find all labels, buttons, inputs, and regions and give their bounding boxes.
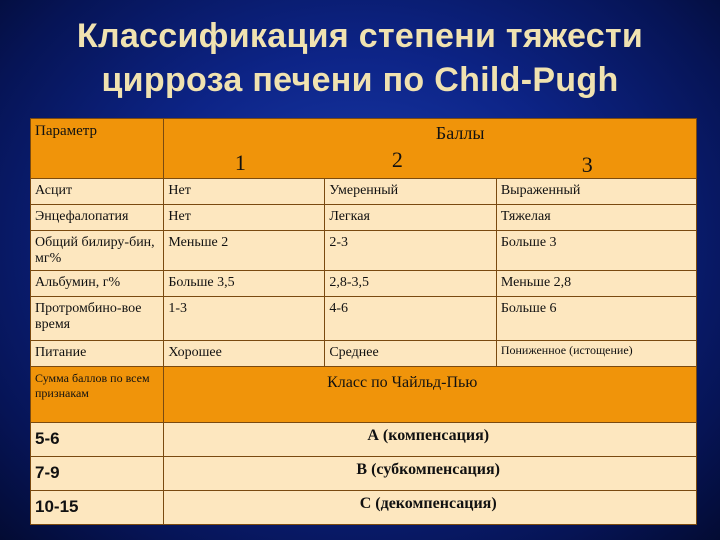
param-encephalopathy: Энцефалопатия <box>35 209 129 224</box>
child-pugh-table <box>30 118 697 525</box>
class-label: Класс по Чайльд-Пью <box>327 374 478 391</box>
score1-cell: Хорошее <box>168 345 222 360</box>
table-row <box>31 341 697 367</box>
score1-cell: Меньше 2 <box>168 235 229 250</box>
score-1-label: 1 <box>234 150 246 175</box>
class-b: В (субкомпенсация) <box>356 461 500 478</box>
table-row <box>31 297 697 341</box>
class-range-b: 7-9 <box>35 463 60 482</box>
param-albumin: Альбумин, г% <box>35 275 121 290</box>
param-header-label: Параметр <box>35 123 98 139</box>
param-header <box>31 119 164 179</box>
score-3-label: 3 <box>581 152 593 177</box>
param-nutrition: Питание <box>35 345 87 360</box>
score3-cell: Тяжелая <box>500 209 551 224</box>
points-header-cell <box>164 119 697 179</box>
score2-cell: 2,8-3,5 <box>329 275 369 290</box>
score1-cell: Нет <box>168 209 191 224</box>
class-c: С (декомпенсация) <box>359 495 497 512</box>
table-row <box>31 231 697 271</box>
score1-cell: 1-3 <box>168 301 188 316</box>
score2-cell: Легкая <box>329 209 370 224</box>
score3-cell: Больше 3 <box>500 235 557 250</box>
title-line-1: Классификация степени тяжести <box>76 17 644 55</box>
score2-cell: 4-6 <box>329 301 348 316</box>
score2-cell: Среднее <box>329 345 379 360</box>
score3-cell: Меньше 2,8 <box>500 275 572 290</box>
class-range-a: 5-6 <box>35 429 60 448</box>
table-row <box>31 205 697 231</box>
score-2-label: 2 <box>391 147 403 172</box>
score3-cell: Пониженное (истощение) <box>500 343 633 357</box>
param-bilirubin: Общий билиру-бин, мг% <box>35 235 155 266</box>
class-row <box>31 457 697 491</box>
score-labels <box>164 144 696 178</box>
score1-cell: Больше 3,5 <box>168 275 235 290</box>
table-row <box>31 271 697 297</box>
class-row <box>31 491 697 525</box>
param-ascites: Асцит <box>35 183 73 198</box>
score3-cell: Выраженный <box>500 183 581 198</box>
score3-cell: Больше 6 <box>500 301 557 316</box>
sum-row <box>31 367 697 423</box>
class-range-c: 10-15 <box>35 497 79 516</box>
points-header: Баллы <box>435 123 485 143</box>
param-prothrombin: Протромбино-вое время <box>35 301 142 332</box>
score1-cell: Нет <box>168 183 191 198</box>
score2-cell: Умеренный <box>329 183 399 198</box>
slide-title <box>0 14 720 102</box>
table-row <box>31 179 697 205</box>
title-line-2: цирроза печени по Child-Pugh <box>101 61 619 99</box>
class-a: А (компенсация) <box>367 427 490 444</box>
score2-cell: 2-3 <box>329 235 348 250</box>
sum-label: Сумма баллов по всем признакам <box>35 371 150 400</box>
class-row <box>31 423 697 457</box>
header-row <box>31 119 697 179</box>
